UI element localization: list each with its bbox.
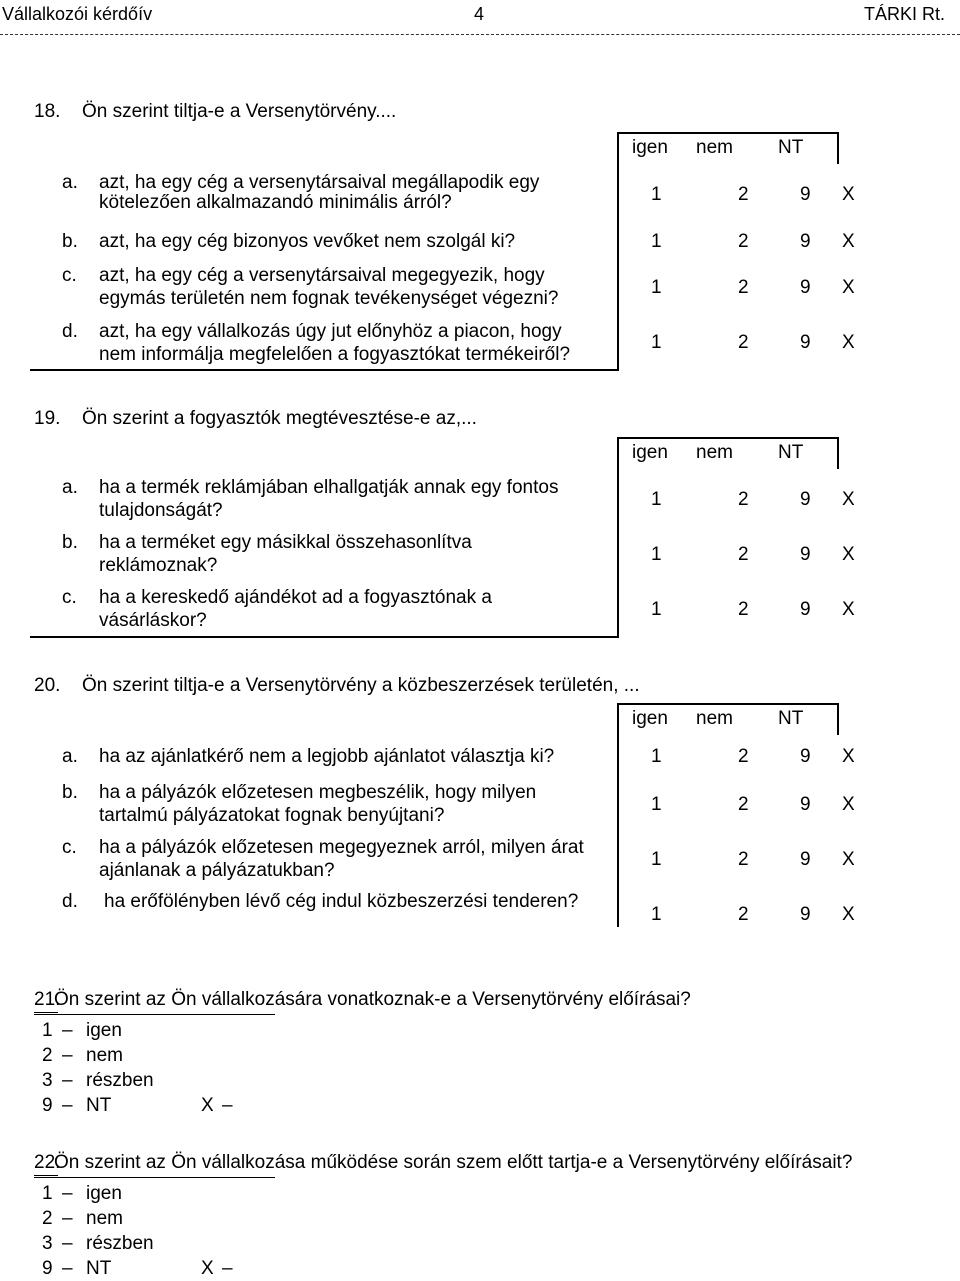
answer-header-igen: igen — [632, 708, 668, 729]
item-text-line: kötelezően alkalmazandó minimális árról? — [99, 192, 452, 213]
item-letter: b. — [62, 782, 78, 803]
answer-grid-right-border — [837, 132, 839, 164]
option-dash: – — [62, 1045, 73, 1066]
option-label: NT — [86, 1258, 112, 1279]
answer-code-9[interactable]: 9 — [800, 332, 811, 353]
header-left: Vállalkozói kérdőív — [2, 4, 153, 24]
item-text-line: ha a terméket egy másikkal összehasonlítva — [99, 532, 472, 553]
option-dash: – — [222, 1258, 233, 1279]
answer-codes-row[interactable] — [627, 230, 877, 254]
option-label: igen — [86, 1020, 122, 1041]
answer-code-1[interactable]: 1 — [651, 332, 662, 353]
answer-code-1[interactable]: 1 — [651, 794, 662, 815]
answer-code-2[interactable]: 2 — [738, 904, 749, 925]
answer-code-2[interactable]: 2 — [738, 231, 749, 252]
answer-code-9[interactable]: 9 — [800, 231, 811, 252]
answer-code-2[interactable]: 2 — [738, 184, 749, 205]
answer-code-x[interactable]: X — [842, 489, 855, 510]
option-code[interactable]: 2 — [42, 1208, 53, 1229]
option-label: NT — [86, 1095, 112, 1116]
answer-header-nt: NT — [778, 137, 804, 158]
answer-code-9[interactable]: 9 — [800, 184, 811, 205]
answer-code-9[interactable]: 9 — [800, 746, 811, 767]
answer-code-9[interactable]: 9 — [800, 904, 811, 925]
question-number: 19. — [34, 408, 61, 429]
option-label: nem — [86, 1208, 123, 1229]
answer-code-x[interactable]: X — [842, 277, 855, 298]
answer-code-2[interactable]: 2 — [738, 277, 749, 298]
answer-grid-right-border — [837, 703, 839, 735]
option-dash: – — [62, 1020, 73, 1041]
answer-code-x[interactable]: X — [842, 332, 855, 353]
option-code[interactable]: 2 — [42, 1045, 53, 1066]
option-label: részben — [86, 1070, 154, 1091]
item-text-line: egymás területén nem fognak tevékenységet végezni? — [99, 288, 559, 309]
answer-code-1[interactable]: 1 — [651, 849, 662, 870]
item-letter: a. — [62, 477, 78, 498]
option-dash: – — [62, 1258, 73, 1279]
answer-code-1[interactable]: 1 — [651, 904, 662, 925]
question-number: 18. — [34, 101, 61, 122]
answer-code-x[interactable]: X — [842, 184, 855, 205]
answer-code-9[interactable]: 9 — [800, 599, 811, 620]
answer-codes-row[interactable] — [627, 745, 877, 769]
item-letter: c. — [62, 265, 77, 286]
option-dash: – — [222, 1095, 233, 1116]
option-label: igen — [86, 1183, 122, 1204]
answer-code-2[interactable]: 2 — [738, 599, 749, 620]
answer-code-1[interactable]: 1 — [651, 746, 662, 767]
item-text-line: ha a termék reklámjában elhallgatják annak egy fontos — [99, 477, 559, 498]
item-letter: b. — [62, 231, 78, 252]
answer-code-1[interactable]: 1 — [651, 489, 662, 510]
answer-code-9[interactable]: 9 — [800, 489, 811, 510]
answer-header-nt: NT — [778, 708, 804, 729]
answer-code-1[interactable]: 1 — [651, 231, 662, 252]
answer-grid-top-border — [617, 437, 839, 439]
answer-code-x[interactable]: X — [842, 544, 855, 565]
item-letter: c. — [62, 587, 77, 608]
answer-header-igen: igen — [632, 137, 668, 158]
question-title: Ön szerint az Ön vállalkozása működése során szem előtt tartja-e a Versenytörvény előírásait? — [54, 1152, 853, 1173]
question-number: 21. — [34, 989, 61, 1010]
answer-grid-left-border — [617, 437, 619, 637]
answer-codes-row[interactable] — [627, 793, 877, 817]
answer-grid-left-border — [617, 132, 619, 370]
option-code[interactable]: 3 — [42, 1070, 53, 1091]
answer-code-1[interactable]: 1 — [651, 599, 662, 620]
answer-code-1[interactable]: 1 — [651, 544, 662, 565]
answer-codes-row[interactable] — [627, 276, 877, 300]
answer-code-x[interactable]: X — [842, 599, 855, 620]
answer-code-9[interactable]: 9 — [800, 849, 811, 870]
answer-code-x[interactable]: X — [842, 794, 855, 815]
answer-codes-row[interactable] — [627, 183, 877, 207]
answer-code-x[interactable]: X — [842, 746, 855, 767]
item-text-line: azt, ha egy vállalkozás úgy jut előnyhöz a piacon, hogy — [99, 321, 562, 342]
answer-header-nt: NT — [778, 442, 804, 463]
item-letter: a. — [62, 172, 78, 193]
item-text-line: reklámoznak? — [99, 555, 218, 576]
question-title: Ön szerint az Ön vállalkozására vonatkoznak-e a Versenytörvény előírásai? — [54, 989, 691, 1010]
answer-header-nem: nem — [696, 137, 733, 158]
answer-grid-top-border — [617, 703, 839, 705]
question-number: 20. — [34, 675, 61, 696]
answer-code-9[interactable]: 9 — [800, 277, 811, 298]
question-title: Ön szerint tiltja-e a Versenytörvény.... — [82, 101, 397, 122]
option-dash: – — [62, 1233, 73, 1254]
option-code[interactable]: 3 — [42, 1233, 53, 1254]
item-text-line: azt, ha egy cég a versenytársaival megállapodik egy — [99, 172, 540, 193]
header-divider — [0, 34, 960, 35]
answer-grid-top-border — [617, 132, 839, 134]
option-code[interactable]: 1 — [42, 1020, 53, 1041]
item-text-line: azt, ha egy cég bizonyos vevőket nem szolgál ki? — [99, 231, 516, 252]
item-text-line: ha a pályázók előzetesen megbeszélik, hogy milyen — [99, 782, 537, 803]
answer-code-2[interactable]: 2 — [738, 794, 749, 815]
item-text-line: ha az ajánlatkérő nem a legjobb ajánlatot választja ki? — [99, 746, 555, 767]
answer-header-nem: nem — [696, 708, 733, 729]
item-letter: b. — [62, 532, 78, 553]
question-bottom-border — [30, 369, 619, 371]
question-number-underline — [34, 1175, 58, 1176]
question-title: Ön szerint tiltja-e a Versenytörvény a közbeszerzések területén, ... — [82, 675, 640, 696]
option-code[interactable]: 9 — [42, 1258, 53, 1279]
answer-codes-row[interactable] — [627, 848, 877, 872]
item-text-line: ha erőfölényben lévő cég indul közbeszerzési tenderen? — [104, 891, 579, 912]
header-right: TÁRKI Rt. — [864, 4, 946, 24]
answer-header-nem: nem — [696, 442, 733, 463]
item-letter: c. — [62, 837, 77, 858]
item-text-line: nem informálja megfelelően a fogyasztókat termékeiről? — [99, 344, 571, 365]
answer-codes-row[interactable] — [627, 598, 877, 622]
answer-grid-left-border — [617, 703, 619, 927]
question-number-underline — [34, 1012, 58, 1013]
option-extra-code[interactable]: X — [201, 1258, 214, 1279]
option-dash: – — [62, 1183, 73, 1204]
item-text-line: azt, ha egy cég a versenytársaival megegyezik, hogy — [99, 265, 545, 286]
item-text-line: ajánlanak a pályázatukban? — [99, 860, 335, 881]
answer-code-1[interactable]: 1 — [651, 277, 662, 298]
option-code[interactable]: 9 — [42, 1095, 53, 1116]
answer-code-1[interactable]: 1 — [651, 184, 662, 205]
title-underline — [34, 1014, 275, 1015]
answer-grid-right-border — [837, 437, 839, 469]
answer-code-2[interactable]: 2 — [738, 332, 749, 353]
answer-header-igen: igen — [632, 442, 668, 463]
title-underline — [34, 1177, 275, 1178]
item-letter: a. — [62, 746, 78, 767]
answer-code-2[interactable]: 2 — [738, 849, 749, 870]
answer-code-2[interactable]: 2 — [738, 544, 749, 565]
item-text-line: vásárláskor? — [99, 610, 207, 631]
option-dash: – — [62, 1208, 73, 1229]
answer-code-x[interactable]: X — [842, 904, 855, 925]
answer-code-x[interactable]: X — [842, 231, 855, 252]
answer-code-9[interactable]: 9 — [800, 794, 811, 815]
answer-codes-row[interactable] — [627, 331, 877, 355]
answer-code-x[interactable]: X — [842, 849, 855, 870]
item-text-line: tulajdonságát? — [99, 500, 223, 521]
answer-code-2[interactable]: 2 — [738, 489, 749, 510]
option-label: részben — [86, 1233, 154, 1254]
option-code[interactable]: 1 — [42, 1183, 53, 1204]
item-text-line: tartalmú pályázatokat fognak benyújtani? — [99, 805, 445, 826]
item-letter: d. — [62, 321, 78, 342]
question-title: Ön szerint a fogyasztók megtévesztése-e az,... — [82, 408, 477, 429]
option-extra-code[interactable]: X — [201, 1095, 214, 1116]
answer-code-9[interactable]: 9 — [800, 544, 811, 565]
option-dash: – — [62, 1095, 73, 1116]
answer-codes-row[interactable] — [627, 488, 877, 512]
question-number: 22. — [34, 1152, 61, 1173]
item-letter: d. — [62, 891, 78, 912]
option-dash: – — [62, 1070, 73, 1091]
item-text-line: ha a pályázók előzetesen megegyeznek arról, milyen árat — [99, 837, 584, 858]
page-number: 4 — [474, 4, 485, 24]
item-text-line: ha a kereskedő ajándékot ad a fogyasztónak a — [99, 587, 492, 608]
option-label: nem — [86, 1045, 123, 1066]
answer-codes-row[interactable] — [627, 543, 877, 567]
answer-codes-row[interactable] — [627, 903, 877, 927]
answer-code-2[interactable]: 2 — [738, 746, 749, 767]
question-bottom-border — [30, 636, 619, 638]
